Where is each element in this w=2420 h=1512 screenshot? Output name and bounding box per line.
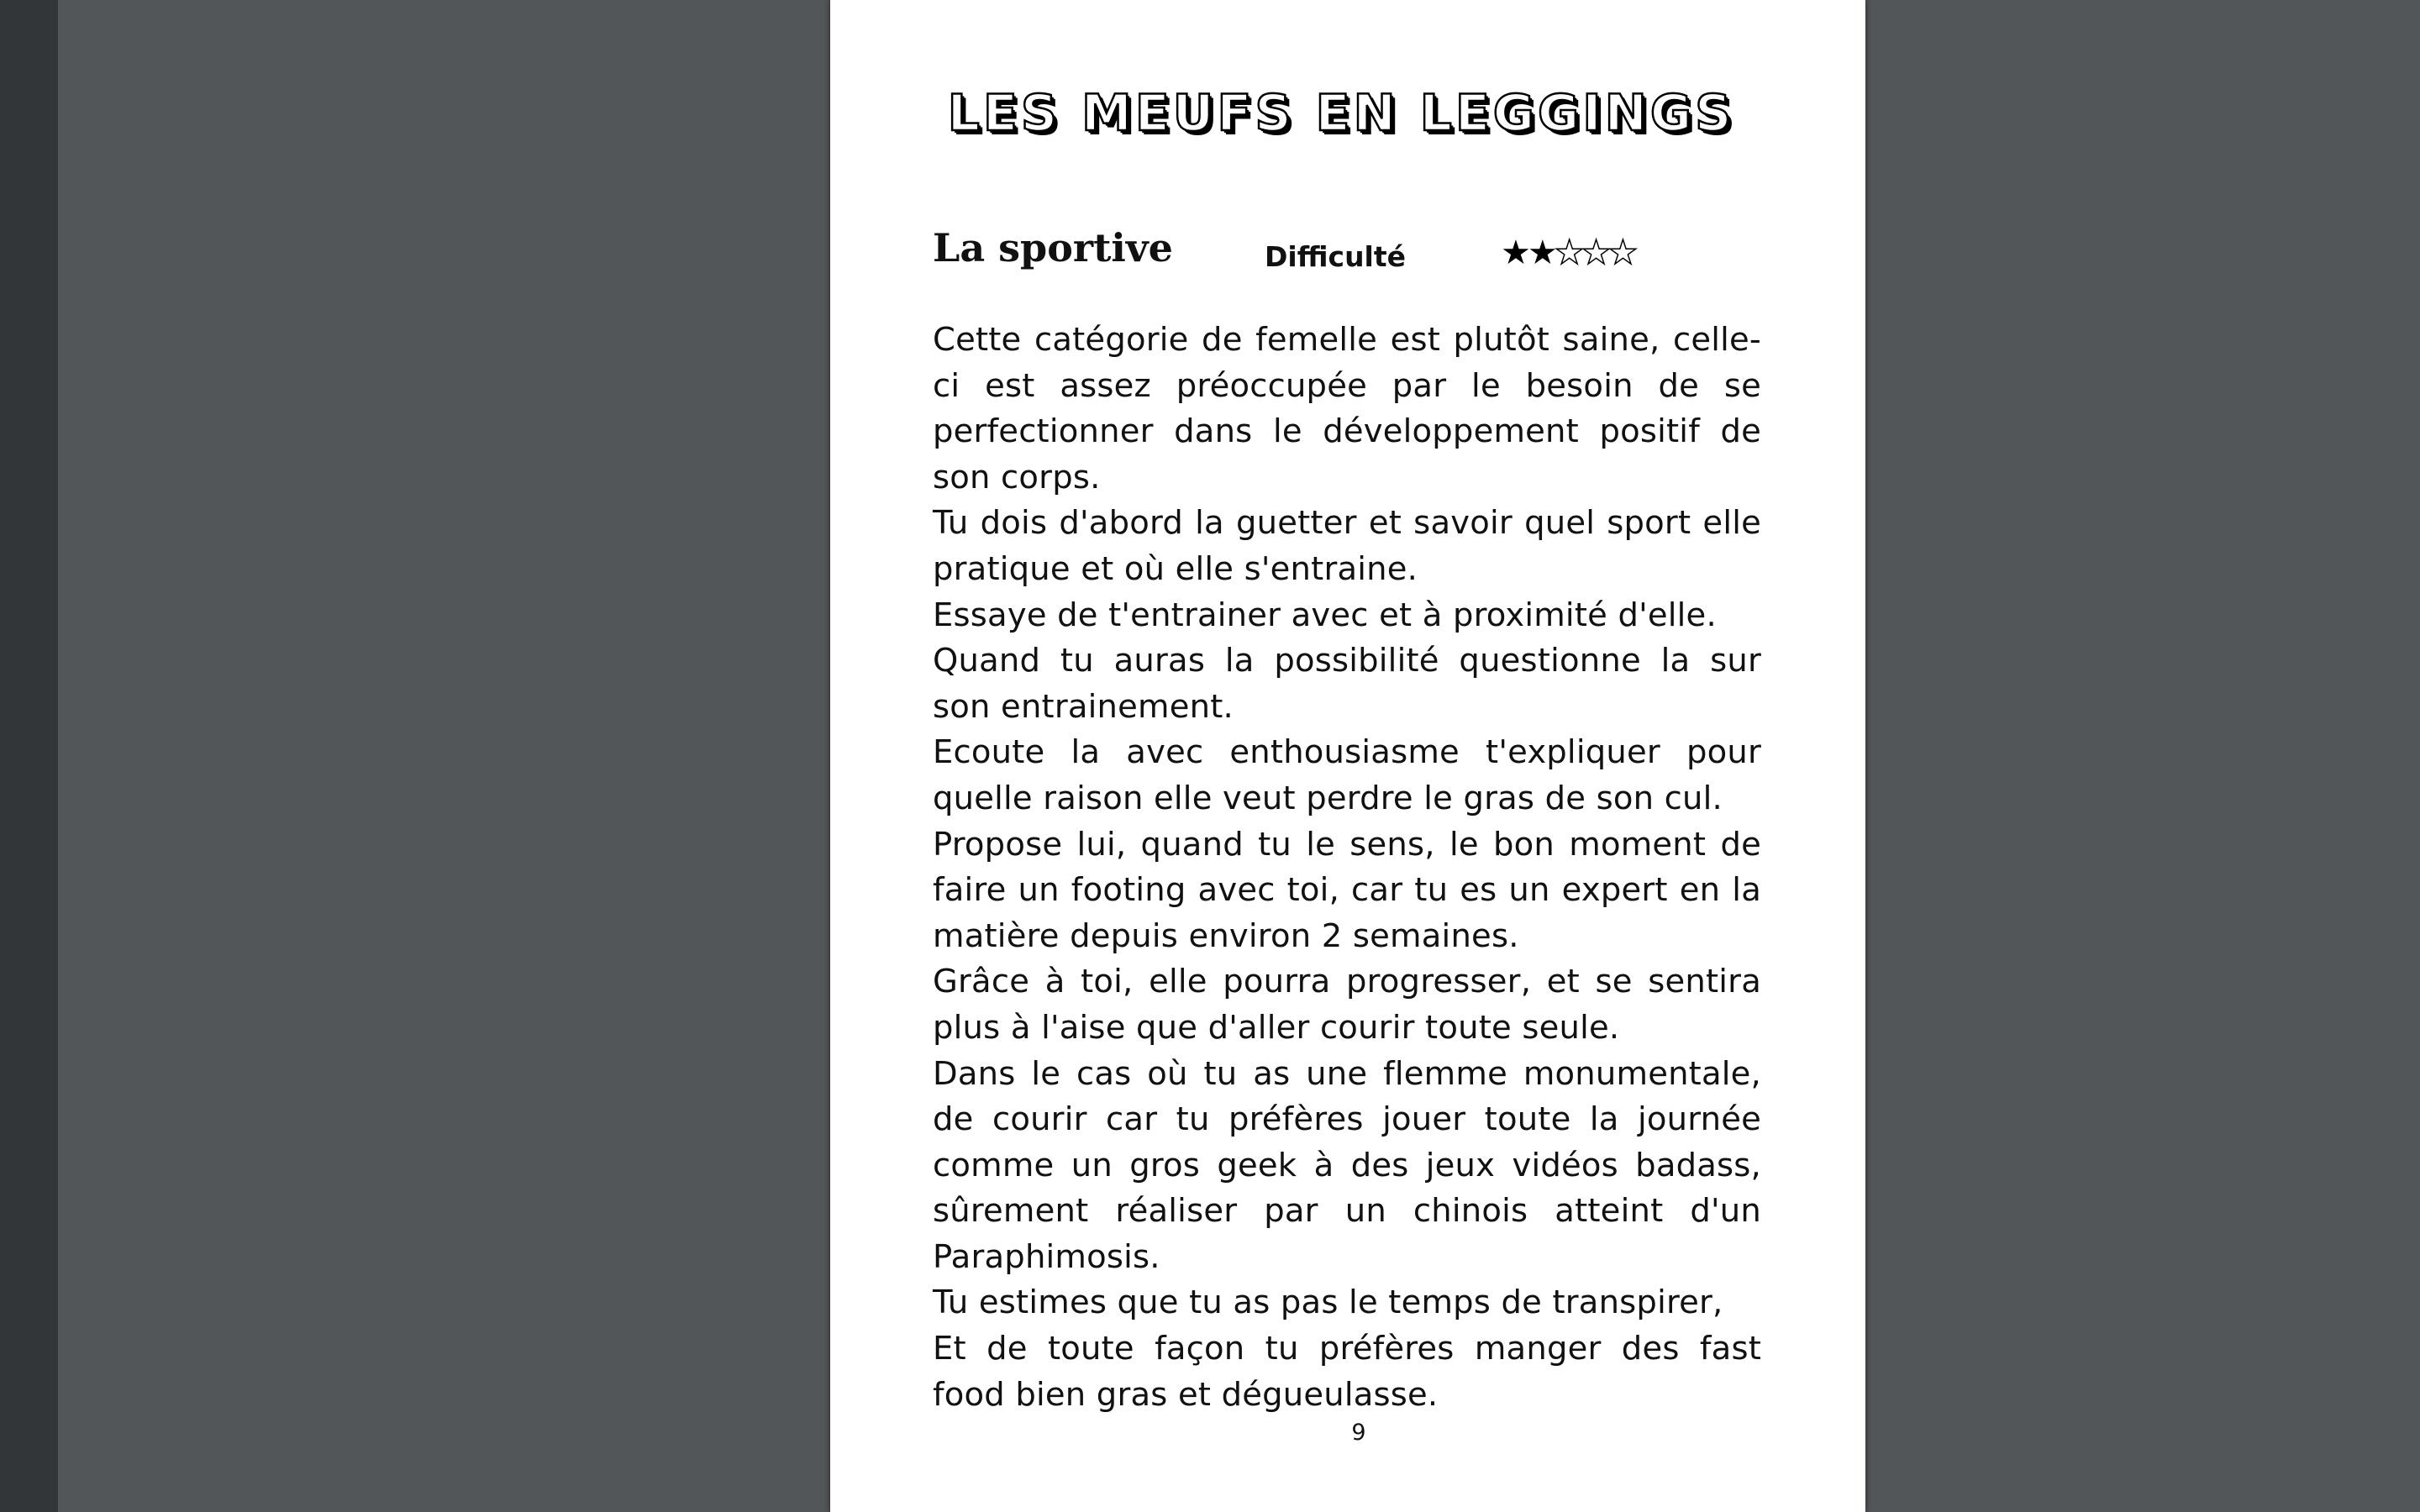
star-empty-icon: ★ [1581, 234, 1608, 272]
section-title: La sportive [933, 225, 1173, 270]
paragraph: Tu estimes que tu as pas le temps de transpirer, [933, 1284, 1723, 1322]
difficulty-stars [1501, 234, 1634, 272]
paragraph: Grâce à toi, elle pourra progresser, et se sentira plus à l'aise que d'aller courir toute seule. [933, 963, 1761, 1047]
body-text [933, 318, 1761, 1418]
viewer-left-panel [0, 0, 58, 1512]
paragraph: Ecoute la avec enthousiasme t'expliquer pour quelle raison elle veut perdre le gras de son cul. [933, 733, 1761, 817]
page-title: LES MEUFS EN LEGGINGS [947, 84, 1735, 143]
paragraph: Propose lui, quand tu le sens, le bon moment de faire un footing avec toi, car tu es un expert en la matière depuis environ 2 semaines. [933, 825, 1761, 955]
paragraph: Cette catégorie de femelle est plutôt saine, celle-ci est assez préoccupée par le besoin de se perfectionner dans le développement positif de son corps. [933, 321, 1761, 496]
paragraph: Quand tu auras la possibilité questionne la sur son entrainement. [933, 642, 1761, 726]
star-filled-icon: ★ [1527, 234, 1555, 272]
document-page [829, 0, 1866, 1512]
paragraph: Et de toute façon tu préfères manger des fast food bien gras et dégueulasse. [933, 1330, 1761, 1414]
star-filled-icon: ★ [1501, 234, 1528, 272]
page-number: 9 [1351, 1420, 1366, 1446]
difficulty-label: Difficulté [1265, 240, 1407, 273]
star-empty-icon: ★ [1607, 234, 1635, 272]
paragraph: Essaye de t'entrainer avec et à proximité d'elle. [933, 596, 1717, 634]
paragraph: Dans le cas où tu as une flemme monumentale, de courir car tu préfères jouer toute la journée comme un gros geek à des jeux vidéos badass, sûrement réaliser par un chinois atteint d'un Paraphimosis. [933, 1054, 1761, 1276]
paragraph: Tu dois d'abord la guetter et savoir quel sport elle pratique et où elle s'entraine. [933, 504, 1761, 588]
star-empty-icon: ★ [1554, 234, 1581, 272]
section-heading-row [933, 225, 1773, 292]
